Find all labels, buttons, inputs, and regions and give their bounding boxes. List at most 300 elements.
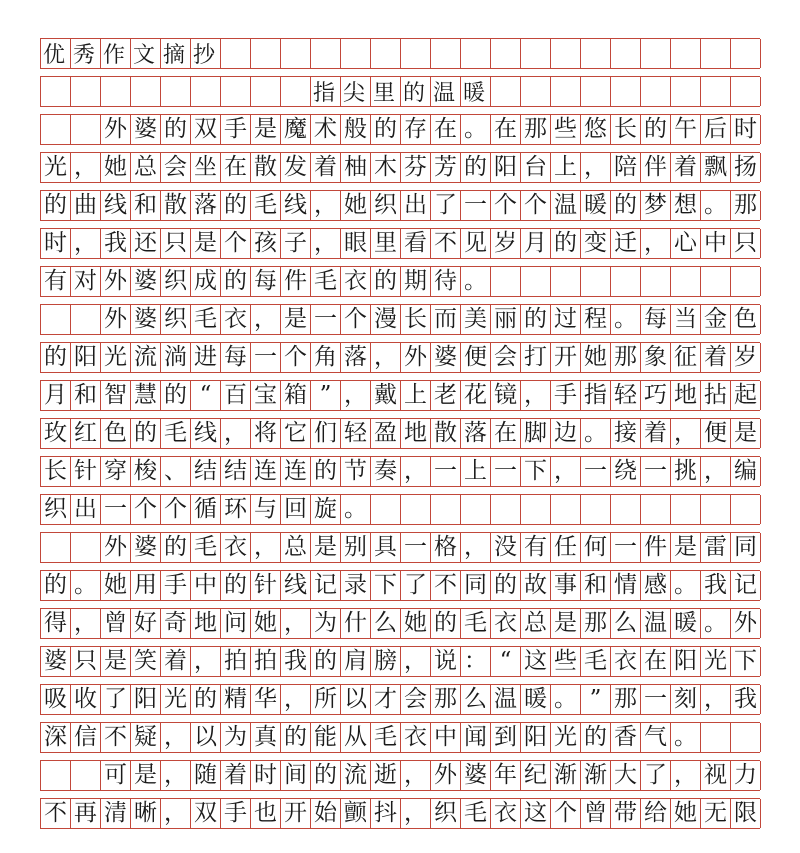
grid-cell (731, 723, 761, 752)
grid-cell (521, 77, 551, 106)
grid-cell: 是 (671, 533, 701, 562)
grid-cell: 地 (671, 381, 701, 410)
grid-cell: 的 (281, 723, 311, 752)
grid-cell (221, 39, 251, 68)
grid-cell: 。 (701, 609, 731, 638)
grid-cell: 带 (611, 799, 641, 828)
grid-cell: 什 (341, 609, 371, 638)
grid-cell (41, 761, 71, 790)
grid-cell: 件 (281, 267, 311, 296)
grid-cell: 拍 (251, 647, 281, 676)
grid-cell: 午 (671, 115, 701, 144)
grid-cell: 毛 (461, 799, 491, 828)
grid-cell: 些 (551, 647, 581, 676)
grid-cell: 环 (221, 495, 251, 524)
grid-cell: 可 (101, 761, 131, 790)
grid-cell: 是 (191, 229, 221, 258)
grid-cell: 信 (71, 723, 101, 752)
grid-cell: 一 (251, 343, 281, 372)
grid-cell: 的 (371, 267, 401, 296)
grid-cell (581, 495, 611, 524)
grid-cell: 花 (461, 381, 491, 410)
grid-cell (521, 39, 551, 68)
grid-cell: ， (191, 647, 221, 676)
grid-cell: 才 (371, 685, 401, 714)
grid-cell: 毛 (581, 647, 611, 676)
grid-cell: 落 (191, 191, 221, 220)
grid-cell: 老 (431, 381, 461, 410)
grid-cell: 织 (161, 267, 191, 296)
grid-cell: 从 (341, 723, 371, 752)
grid-cell: 阳 (671, 647, 701, 676)
text-line (40, 684, 760, 715)
grid-cell: 刻 (671, 685, 701, 714)
grid-cell: 成 (191, 267, 221, 296)
grid-cell: 能 (311, 723, 341, 752)
grid-cell: ， (371, 343, 401, 372)
grid-cell: 在 (221, 153, 251, 182)
grid-cell: 的 (161, 381, 191, 410)
grid-cell: 随 (191, 761, 221, 790)
grid-cell: ， (281, 685, 311, 714)
grid-cell (641, 39, 671, 68)
grid-cell: 存 (401, 115, 431, 144)
grid-cell: ” (581, 685, 611, 714)
grid-cell: 迁 (611, 229, 641, 258)
grid-cell: 也 (251, 799, 281, 828)
grid-cell: 了 (101, 685, 131, 714)
text-line (40, 418, 760, 449)
grid-cell: 别 (341, 533, 371, 562)
grid-cell: 柚 (341, 153, 371, 182)
grid-cell: 长 (41, 457, 71, 486)
grid-cell: 节 (341, 457, 371, 486)
text-line (40, 760, 760, 791)
grid-cell: ， (401, 457, 431, 486)
grid-cell: 她 (101, 571, 131, 600)
grid-cell (371, 39, 401, 68)
grid-cell: 上 (551, 153, 581, 182)
grid-cell: 术 (311, 115, 341, 144)
grid-cell: 线 (281, 191, 311, 220)
grid-cell: 般 (341, 115, 371, 144)
grid-cell: ， (221, 419, 251, 448)
grid-cell: 给 (641, 799, 671, 828)
grid-cell: 是 (251, 115, 281, 144)
grid-cell (551, 39, 581, 68)
grid-cell: 个 (221, 229, 251, 258)
grid-cell: 落 (461, 419, 491, 448)
grid-cell (641, 267, 671, 296)
grid-cell: 了 (401, 571, 431, 600)
grid-cell: 着 (701, 343, 731, 372)
grid-cell: 些 (551, 115, 581, 144)
grid-cell: 婆 (431, 343, 461, 372)
grid-cell: 只 (161, 229, 191, 258)
grid-cell: 一 (641, 457, 671, 486)
grid-cell: 出 (401, 191, 431, 220)
grid-cell: 的 (551, 229, 581, 258)
grid-cell (581, 77, 611, 106)
grid-cell: 是 (731, 419, 761, 448)
grid-cell: 婆 (131, 115, 161, 144)
text-line (40, 532, 760, 563)
grid-cell: 一 (311, 305, 341, 334)
grid-cell: 气 (641, 723, 671, 752)
grid-cell (311, 39, 341, 68)
grid-cell: 说 (431, 647, 461, 676)
grid-cell: 回 (281, 495, 311, 524)
grid-cell: 光 (551, 723, 581, 752)
grid-cell: 着 (311, 153, 341, 182)
grid-cell: 个 (281, 343, 311, 372)
grid-cell (161, 39, 191, 68)
grid-cell (701, 495, 731, 524)
grid-cell: 阳 (131, 685, 161, 714)
grid-cell: 光 (101, 343, 131, 372)
grid-cell: 么 (611, 609, 641, 638)
grid-cell: 视 (701, 761, 731, 790)
grid-cell: 还 (131, 229, 161, 258)
grid-cell: 衣 (341, 267, 371, 296)
grid-cell: ： (461, 647, 491, 676)
title-row (40, 76, 760, 107)
grid-cell: 暖 (521, 685, 551, 714)
grid-cell: 起 (731, 381, 761, 410)
grid-cell: 岁 (731, 343, 761, 372)
grid-cell: 。 (461, 115, 491, 144)
grid-cell: 坐 (191, 153, 221, 182)
grid-cell: 织 (431, 799, 461, 828)
grid-cell: 开 (281, 799, 311, 828)
grid-cell: ” (311, 381, 341, 410)
grid-cell: 。 (701, 191, 731, 220)
grid-cell: 发 (281, 153, 311, 182)
grid-cell (341, 77, 371, 106)
grid-cell: 不 (41, 799, 71, 828)
grid-cell: 再 (71, 799, 101, 828)
grid-cell: 漫 (371, 305, 401, 334)
grid-cell: 散 (431, 419, 461, 448)
grid-cell: 个 (491, 191, 521, 220)
grid-cell: “ (191, 381, 221, 410)
grid-cell (131, 77, 161, 106)
grid-cell: 会 (491, 343, 521, 372)
grid-cell: 出 (71, 495, 101, 524)
grid-cell: 金 (701, 305, 731, 334)
grid-cell: 上 (461, 457, 491, 486)
grid-cell: ， (161, 723, 191, 752)
grid-cell: 我 (701, 571, 731, 600)
grid-cell (401, 39, 431, 68)
grid-cell: 绕 (611, 457, 641, 486)
grid-cell (401, 495, 431, 524)
grid-cell: 毛 (371, 723, 401, 752)
grid-cell: 衣 (401, 723, 431, 752)
grid-cell: 记 (731, 571, 761, 600)
grid-cell: 进 (191, 343, 221, 372)
grid-cell (491, 495, 521, 524)
grid-cell: 与 (251, 495, 281, 524)
grid-cell: 线 (191, 419, 221, 448)
grid-cell: 下 (371, 571, 401, 600)
grid-cell: 的 (221, 571, 251, 600)
grid-cell: 逝 (371, 761, 401, 790)
grid-cell: 和 (131, 191, 161, 220)
grid-cell: 结 (221, 457, 251, 486)
grid-cell: 曾 (101, 609, 131, 638)
grid-cell: 陪 (611, 153, 641, 182)
grid-cell: 那 (581, 609, 611, 638)
grid-cell (611, 267, 641, 296)
grid-cell (641, 495, 671, 524)
grid-cell (611, 495, 641, 524)
section-header: 优秀作文摘抄 (43, 43, 224, 68)
grid-cell: 手 (551, 381, 581, 410)
grid-cell: ， (401, 799, 431, 828)
grid-cell: 的 (221, 191, 251, 220)
grid-cell: 是 (101, 647, 131, 676)
text-line (40, 646, 760, 677)
grid-cell: 问 (221, 609, 251, 638)
grid-cell: 有 (41, 267, 71, 296)
grid-cell: ， (551, 457, 581, 486)
grid-cell: 的 (431, 609, 461, 638)
grid-cell: 宝 (251, 381, 281, 410)
grid-cell: 丽 (491, 305, 521, 334)
grid-cell: ， (581, 153, 611, 182)
grid-cell: 的 (611, 191, 641, 220)
grid-cell: 。 (581, 419, 611, 448)
grid-cell: 拍 (221, 647, 251, 676)
grid-cell: ， (251, 305, 281, 334)
grid-cell: 么 (461, 685, 491, 714)
grid-cell: 芬 (401, 153, 431, 182)
grid-cell: 箱 (281, 381, 311, 410)
grid-cell: 晰 (131, 799, 161, 828)
grid-cell: 一 (401, 533, 431, 562)
grid-cell: 的 (311, 647, 341, 676)
grid-cell: 的 (161, 533, 191, 562)
grid-cell: 而 (431, 305, 461, 334)
grid-cell: 时 (41, 229, 71, 258)
grid-cell: 只 (71, 647, 101, 676)
grid-cell: 眼 (341, 229, 371, 258)
grid-cell: 针 (251, 571, 281, 600)
grid-cell: 毛 (311, 267, 341, 296)
grid-cell: 只 (731, 229, 761, 258)
grid-cell: 事 (551, 571, 581, 600)
text-line (40, 380, 760, 411)
grid-cell: 戴 (371, 381, 401, 410)
grid-cell: ， (521, 381, 551, 410)
grid-cell: 接 (611, 419, 641, 448)
grid-cell: 脚 (521, 419, 551, 448)
text-line (40, 190, 760, 221)
essay-title: 指尖里的温暖 (313, 81, 494, 106)
grid-cell: 不 (101, 723, 131, 752)
essay-body (40, 114, 760, 829)
grid-cell: 没 (491, 533, 521, 562)
grid-cell: 的 (311, 457, 341, 486)
grid-cell: 年 (491, 761, 521, 790)
grid-cell: ， (641, 229, 671, 258)
grid-cell: 会 (401, 685, 431, 714)
grid-cell: ， (311, 191, 341, 220)
grid-cell: 变 (581, 229, 611, 258)
grid-cell: 格 (431, 533, 461, 562)
grid-cell: 她 (101, 153, 131, 182)
grid-cell (311, 77, 341, 106)
grid-cell: 曾 (581, 799, 611, 828)
grid-cell: 的 (221, 267, 251, 296)
grid-cell: 角 (311, 343, 341, 372)
grid-cell: 打 (521, 343, 551, 372)
grid-cell: 地 (401, 419, 431, 448)
grid-cell: 台 (521, 153, 551, 182)
text-line (40, 456, 760, 487)
text-line (40, 608, 760, 639)
grid-cell (671, 267, 701, 296)
grid-cell (551, 77, 581, 106)
grid-cell (581, 267, 611, 296)
manuscript-grid-paper (40, 38, 760, 836)
grid-cell: 个 (521, 191, 551, 220)
grid-cell (731, 495, 761, 524)
grid-cell: 婆 (131, 533, 161, 562)
grid-cell (101, 77, 131, 106)
grid-cell: “ (491, 647, 521, 676)
grid-cell: 。 (671, 571, 701, 600)
grid-cell: 外 (401, 343, 431, 372)
grid-cell: 清 (101, 799, 131, 828)
grid-cell: 个 (161, 495, 191, 524)
grid-cell: 的 (161, 115, 191, 144)
grid-cell: 红 (71, 419, 101, 448)
grid-cell (191, 39, 221, 68)
grid-cell (251, 39, 281, 68)
grid-cell: 线 (281, 571, 311, 600)
grid-cell: 下 (521, 457, 551, 486)
grid-cell: 木 (371, 153, 401, 182)
grid-cell: 婆 (131, 267, 161, 296)
text-line (40, 304, 760, 335)
grid-cell: 她 (671, 799, 701, 828)
grid-cell: 色 (101, 419, 131, 448)
grid-cell: 的 (641, 115, 671, 144)
grid-cell: 。 (611, 305, 641, 334)
grid-cell: 衣 (221, 533, 251, 562)
grid-cell: 结 (191, 457, 221, 486)
grid-cell: 心 (671, 229, 701, 258)
grid-cell: 指 (581, 381, 611, 410)
grid-cell: 衣 (491, 609, 521, 638)
grid-cell (431, 39, 461, 68)
grid-cell: 梭 (131, 457, 161, 486)
grid-cell: 月 (521, 229, 551, 258)
grid-cell (161, 77, 191, 106)
grid-cell: 巧 (641, 381, 671, 410)
grid-cell: 抖 (371, 799, 401, 828)
grid-cell: 外 (101, 533, 131, 562)
text-line (40, 266, 760, 297)
grid-cell (431, 495, 461, 524)
grid-cell: 不 (431, 571, 461, 600)
grid-cell: 故 (521, 571, 551, 600)
grid-cell: 和 (581, 571, 611, 600)
grid-cell: 中 (431, 723, 461, 752)
grid-cell: 是 (311, 533, 341, 562)
grid-cell: 百 (221, 381, 251, 410)
grid-cell: 外 (101, 305, 131, 334)
grid-cell: 孩 (251, 229, 281, 258)
grid-cell: 着 (161, 647, 191, 676)
grid-cell (701, 39, 731, 68)
text-line (40, 342, 760, 373)
grid-cell: 那 (611, 343, 641, 372)
grid-cell (491, 39, 521, 68)
grid-cell: 得 (41, 609, 71, 638)
grid-cell: 时 (251, 761, 281, 790)
grid-cell (71, 305, 101, 334)
grid-cell: 为 (311, 609, 341, 638)
grid-cell: ， (71, 153, 101, 182)
grid-cell: 间 (281, 761, 311, 790)
grid-cell: 光 (161, 685, 191, 714)
grid-cell: 对 (71, 267, 101, 296)
grid-cell: 暖 (671, 609, 701, 638)
grid-cell (71, 115, 101, 144)
grid-cell: ， (341, 381, 371, 410)
grid-cell: 。 (551, 685, 581, 714)
grid-cell: 温 (551, 191, 581, 220)
grid-cell: 智 (101, 381, 131, 410)
grid-cell: 奇 (161, 609, 191, 638)
grid-cell (461, 495, 491, 524)
grid-cell: 在 (491, 419, 521, 448)
grid-cell: 流 (131, 343, 161, 372)
grid-cell: 我 (281, 647, 311, 676)
grid-cell: 录 (341, 571, 371, 600)
grid-cell: 手 (161, 571, 191, 600)
grid-cell: 不 (431, 229, 461, 258)
grid-cell: 毛 (191, 305, 221, 334)
grid-cell: 轻 (611, 381, 641, 410)
grid-cell: 精 (221, 685, 251, 714)
grid-cell: 以 (191, 723, 221, 752)
grid-cell: 后 (701, 115, 731, 144)
grid-cell (281, 77, 311, 106)
grid-cell: 毛 (161, 419, 191, 448)
grid-cell: 。 (71, 571, 101, 600)
header-row (40, 38, 760, 69)
grid-cell (521, 267, 551, 296)
grid-cell: 吸 (41, 685, 71, 714)
grid-cell: 雷 (701, 533, 731, 562)
grid-cell: 外 (431, 761, 461, 790)
grid-cell (671, 77, 701, 106)
grid-cell: 边 (551, 419, 581, 448)
grid-cell (401, 77, 431, 106)
grid-cell: 是 (281, 305, 311, 334)
grid-cell: 落 (341, 343, 371, 372)
grid-cell: 一 (581, 457, 611, 486)
grid-cell: 的 (371, 115, 401, 144)
grid-cell (701, 77, 731, 106)
grid-cell: 镜 (491, 381, 521, 410)
grid-cell (491, 267, 521, 296)
grid-cell (71, 39, 101, 68)
